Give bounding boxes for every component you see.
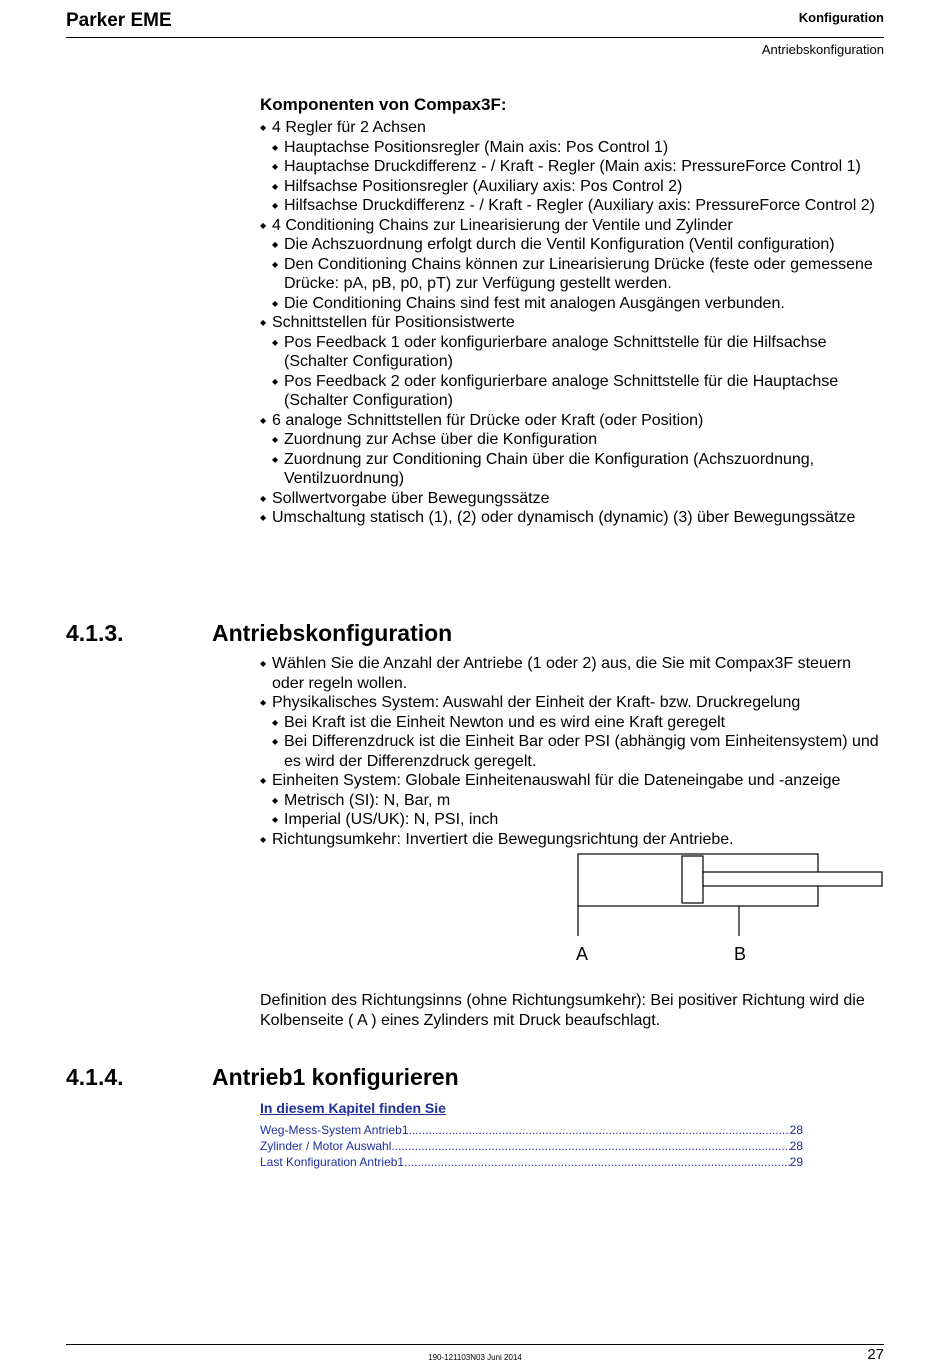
toc-leader <box>409 1122 790 1138</box>
header-section: Antriebskonfiguration <box>761 42 884 57</box>
components-block <box>260 95 884 528</box>
bullet-item: ◆ Bei Kraft ist die Einheit Newton und es wird eine Kraft geregelt <box>260 713 884 733</box>
toc-entry[interactable] <box>260 1138 803 1154</box>
footer-doc-id: 190-121103N03 Juni 2014 <box>428 1353 522 1362</box>
section-413-block <box>260 654 884 849</box>
bullet-item: ◆ Zuordnung zur Conditioning Chain über die Konfiguration (Achszuordnung, Ventilzuordnung) <box>260 450 884 489</box>
toc-heading[interactable]: In diesem Kapitel finden Sie <box>260 1100 446 1116</box>
section-413-number: 4.1.3. <box>66 620 124 646</box>
bullet-item: ◆ Hauptachse Druckdifferenz - / Kraft - Regler (Main axis: PressureForce Control 1) <box>260 157 884 177</box>
bullet-item: ◆ Richtungsumkehr: Invertiert die Bewegungsrichtung der Antriebe. <box>260 830 884 850</box>
bullet-item: ◆ Umschaltung statisch (1), (2) oder dynamisch (dynamic) (3) über Bewegungssätze <box>260 508 884 528</box>
toc-entry-page: 28 <box>789 1123 803 1137</box>
bullet-item: ◆ Sollwertvorgabe über Bewegungssätze <box>260 489 884 509</box>
section-413-title: Antriebskonfiguration <box>212 620 453 646</box>
components-list <box>260 118 884 528</box>
cylinder-rod <box>703 872 882 886</box>
toc-entry-label: Last Konfiguration Antrieb1 <box>260 1155 405 1169</box>
bullet-item: ◆ Pos Feedback 2 oder konfigurierbare analoge Schnittstelle für die Hauptachse (Schalter Configuration) <box>260 372 884 411</box>
bullet-item: ◆ Schnittstellen für Positionsistwerte <box>260 313 884 333</box>
direction-definition: Definition des Richtungsinns (ohne Richtungsumkehr): Bei positiver Richtung wird die Kolbenseite ( A ) eines Zylinders mit Druck beaufschlagt. <box>260 992 865 1029</box>
section-414-title: Antrieb1 konfigurieren <box>212 1064 459 1090</box>
bullet-item: ◆ 4 Conditioning Chains zur Linearisierung der Ventile und Zylinder <box>260 216 884 236</box>
header-company: Parker EME <box>66 10 172 31</box>
bullet-item: ◆ Physikalisches System: Auswahl der Einheit der Kraft- bzw. Druckregelung <box>260 693 884 713</box>
toc-entry[interactable] <box>260 1122 803 1138</box>
cylinder-piston <box>682 856 703 903</box>
header-divider <box>66 37 884 38</box>
bullet-item: ◆ 6 analoge Schnittstellen für Drücke oder Kraft (oder Position) <box>260 411 884 431</box>
bullet-item: ◆ Imperial (US/UK): N, PSI, inch <box>260 810 884 830</box>
port-a-label: A <box>576 944 589 964</box>
bullet-item: ◆ Einheiten System: Globale Einheitenauswahl für die Dateneingabe und -anzeige <box>260 771 884 791</box>
components-heading: Komponenten von Compax3F: <box>260 95 507 114</box>
bullet-item: ◆ Metrisch (SI): N, Bar, m <box>260 791 884 811</box>
bullet-item: ◆ Den Conditioning Chains können zur Linearisierung Drücke (feste oder gemessene Drücke: pA, pB, p0, pT) zur Verfügung gestellt werden. <box>260 255 884 294</box>
bullet-item: ◆ Hilfsachse Druckdifferenz - / Kraft - Regler (Auxiliary axis: PressureForce Control 2) <box>260 196 884 216</box>
section-414-number: 4.1.4. <box>66 1064 124 1090</box>
bullet-item: ◆ Zuordnung zur Achse über die Konfiguration <box>260 430 884 450</box>
toc-entry-page: 28 <box>789 1139 803 1153</box>
port-b-label: B <box>734 944 747 964</box>
page-number: 27 <box>867 1346 884 1363</box>
bullet-item: ◆ Wählen Sie die Anzahl der Antriebe (1 oder 2) aus, die Sie mit Compax3F steuern oder regeln wollen. <box>260 654 884 693</box>
bullet-item: ◆ Bei Differenzdruck ist die Einheit Bar oder PSI (abhängig vom Einheitensystem) und es wird der Differenzdruck geregelt. <box>260 732 884 771</box>
toc-entry[interactable] <box>260 1154 803 1170</box>
toc-entry-page: 29 <box>789 1155 803 1169</box>
bullet-item: ◆ 4 Regler für 2 Achsen <box>260 118 884 138</box>
footer-divider <box>66 1344 884 1345</box>
cylinder-diagram <box>570 848 890 968</box>
toc-leader <box>404 1154 790 1170</box>
toc-entry-label: Weg-Mess-System Antrieb1 <box>260 1123 409 1137</box>
bullet-item: ◆ Hauptachse Positionsregler (Main axis: Pos Control 1) <box>260 138 884 158</box>
toc-entry-label: Zylinder / Motor Auswahl <box>260 1139 392 1153</box>
bullet-item: ◆ Pos Feedback 1 oder konfigurierbare analoge Schnittstelle für die Hilfsachse (Schalter Configuration) <box>260 333 884 372</box>
section-413-list <box>260 654 884 849</box>
bullet-item: ◆ Die Achszuordnung erfolgt durch die Ventil Konfiguration (Ventil configuration) <box>260 235 884 255</box>
bullet-item: ◆ Hilfsachse Positionsregler (Auxiliary axis: Pos Control 2) <box>260 177 884 197</box>
toc-list <box>260 1122 803 1170</box>
header-chapter: Konfiguration <box>798 10 884 25</box>
toc-leader <box>391 1138 789 1154</box>
bullet-item: ◆ Die Conditioning Chains sind fest mit analogen Ausgängen verbunden. <box>260 294 884 314</box>
